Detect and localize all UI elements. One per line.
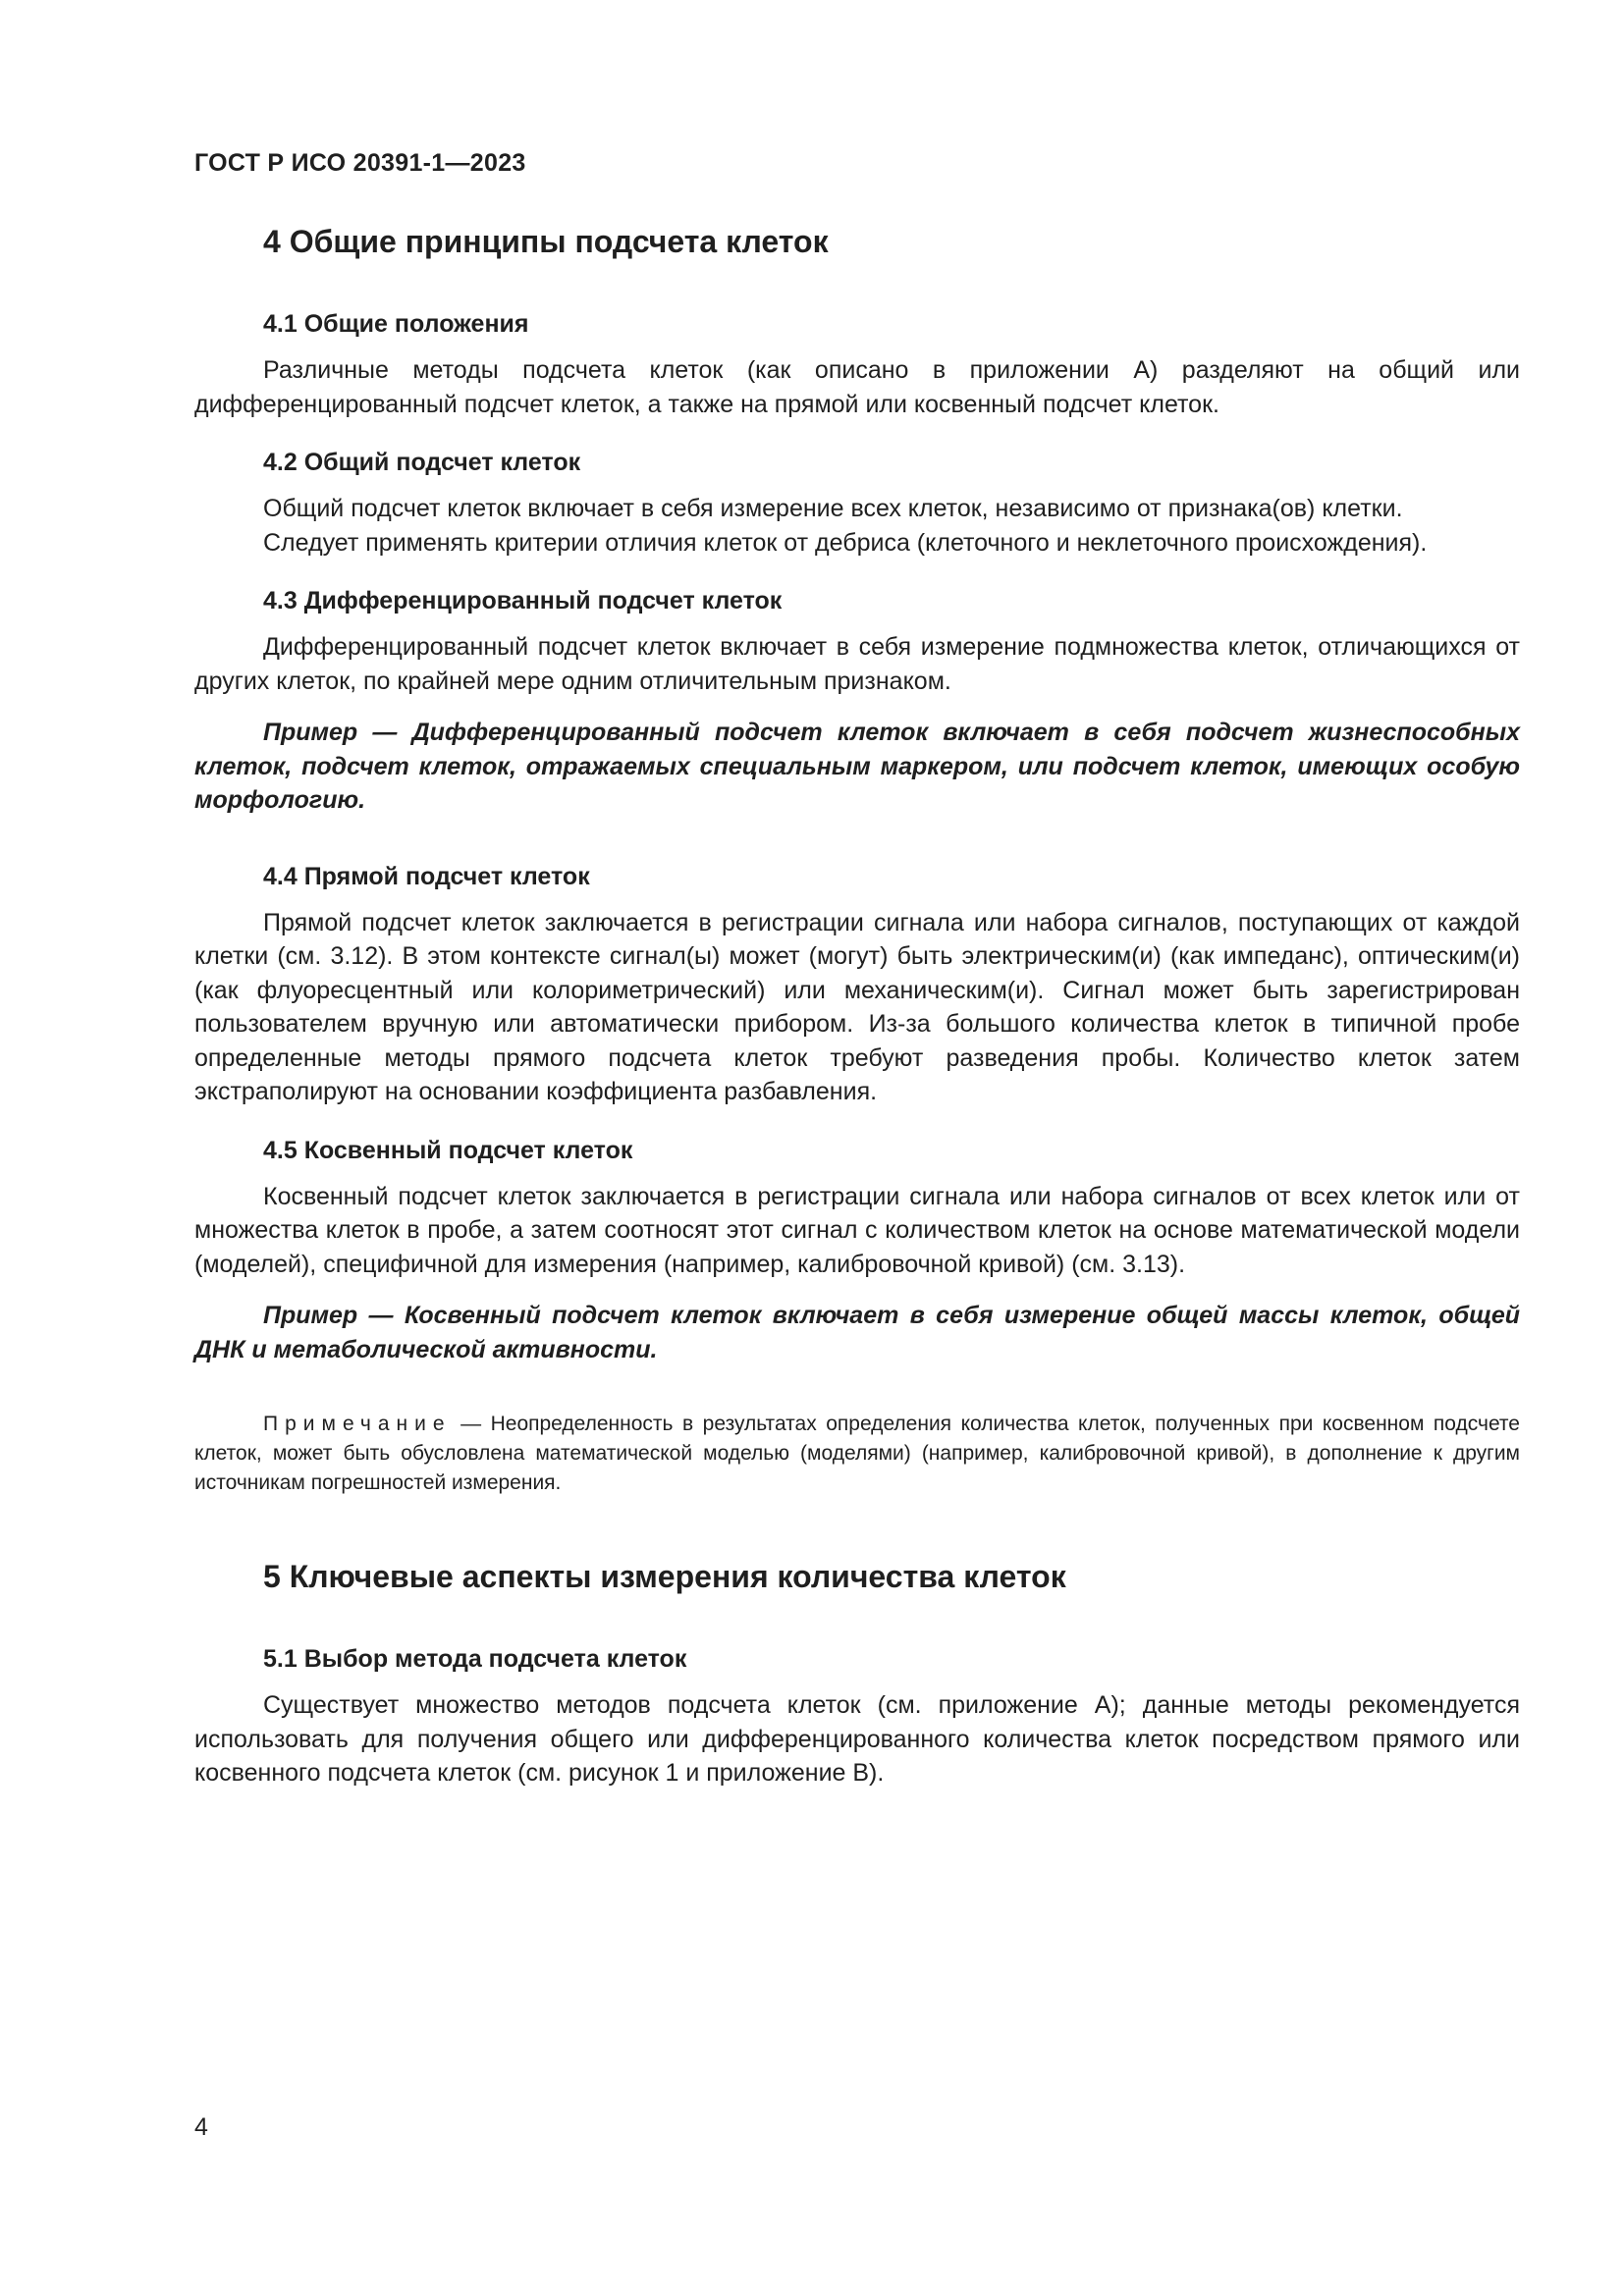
section-4-3-title: 4.3 Дифференцированный подсчет клеток bbox=[263, 587, 783, 614]
section-4-2-title: 4.2 Общий подсчет клеток bbox=[263, 449, 581, 476]
section-4-3-paragraph: Дифференцированный подсчет клеток включает в себя измерение подмножества клеток, отличающихся от других клеток, по крайней мере одним отличительным признаком. bbox=[194, 633, 1520, 695]
section-4-2-paragraph-2: Следует применять критерии отличия клеток от дебриса (клеточного и неклеточного происхождения). bbox=[263, 528, 1428, 557]
section-5-1-paragraph: Существует множество методов подсчета клеток (см. приложение А); данные методы рекомендуется использовать для получения общего или дифференцированного количества клеток посредством прямого или косвенного подсчета клеток (см. рисунок 1 и приложение В). bbox=[194, 1691, 1520, 1787]
section-4-title: 4 Общие принципы подсчета клеток bbox=[263, 224, 829, 259]
document-body bbox=[194, 222, 1520, 1816]
section-4-4-title: 4.4 Прямой подсчет клеток bbox=[263, 862, 590, 890]
section-4-4-paragraph: Прямой подсчет клеток заключается в регистрации сигнала или набора сигналов, поступающих от каждой клетки (см. 3.12). В этом контексте сигнал(ы) может (могут) быть электрическим(и) (как импеданс), оптическим(и) (как флуоресцентный или колориметрический) или механическим(и). Сигнал может быть зарегистрирован пользователем вручную или автоматически прибором. Из-за большого количества клеток в типичной пробе определенные методы прямого подсчета клеток требуют разведения пробы. Количество клеток затем экстраполируют на основании коэффициента разбавления. bbox=[194, 908, 1520, 1105]
section-4-5-paragraph: Косвенный подсчет клеток заключается в регистрации сигнала или набора сигналов от всех клеток или от множества клеток в пробе, а затем соотносят этот сигнал с количеством клеток на основе математической модели (моделей), специфичной для измерения (например, калибровочной кривой) (см. 3.13). bbox=[194, 1182, 1520, 1278]
section-5-1-title: 5.1 Выбор метода подсчета клеток bbox=[263, 1645, 687, 1673]
section-4-5-example: Пример — Косвенный подсчет клеток включает в себя измерение общей массы клеток, общей ДНК и метаболической активности. bbox=[194, 1302, 1520, 1363]
page-number: 4 bbox=[194, 2113, 208, 2141]
section-4-5-note bbox=[194, 1410, 1520, 1498]
section-4-2-paragraph-1: Общий подсчет клеток включает в себя измерение всех клеток, независимо от признака(ов) клетки. bbox=[263, 495, 1403, 522]
section-4-1-title: 4.1 Общие положения bbox=[263, 310, 529, 338]
section-4-1-paragraph: Различные методы подсчета клеток (как описано в приложении А) разделяют на общий или дифференцированный подсчет клеток, а также на прямой или косвенный подсчет клеток. bbox=[194, 356, 1520, 418]
section-4-5-title: 4.5 Косвенный подсчет клеток bbox=[263, 1136, 633, 1164]
note-label: Примечание bbox=[263, 1413, 452, 1435]
section-4-3-example: Пример — Дифференцированный подсчет клеток включает в себя подсчет жизнеспособных клеток, подсчет клеток, отражаемых специальным маркером, или подсчет клеток, имеющих особую морфологию. bbox=[194, 719, 1520, 814]
section-5-title: 5 Ключевые аспекты измерения количества клеток bbox=[263, 1559, 1066, 1594]
document-header: ГОСТ Р ИСО 20391-1—2023 bbox=[194, 149, 526, 177]
note-text: — Неопределенность в результатах определения количества клеток, полученных при косвенном подсчете клеток, может быть обусловлена математической моделью (моделями) (например, калибровочной кривой), в дополнение к другим источникам погрешностей измерения. bbox=[194, 1413, 1520, 1494]
